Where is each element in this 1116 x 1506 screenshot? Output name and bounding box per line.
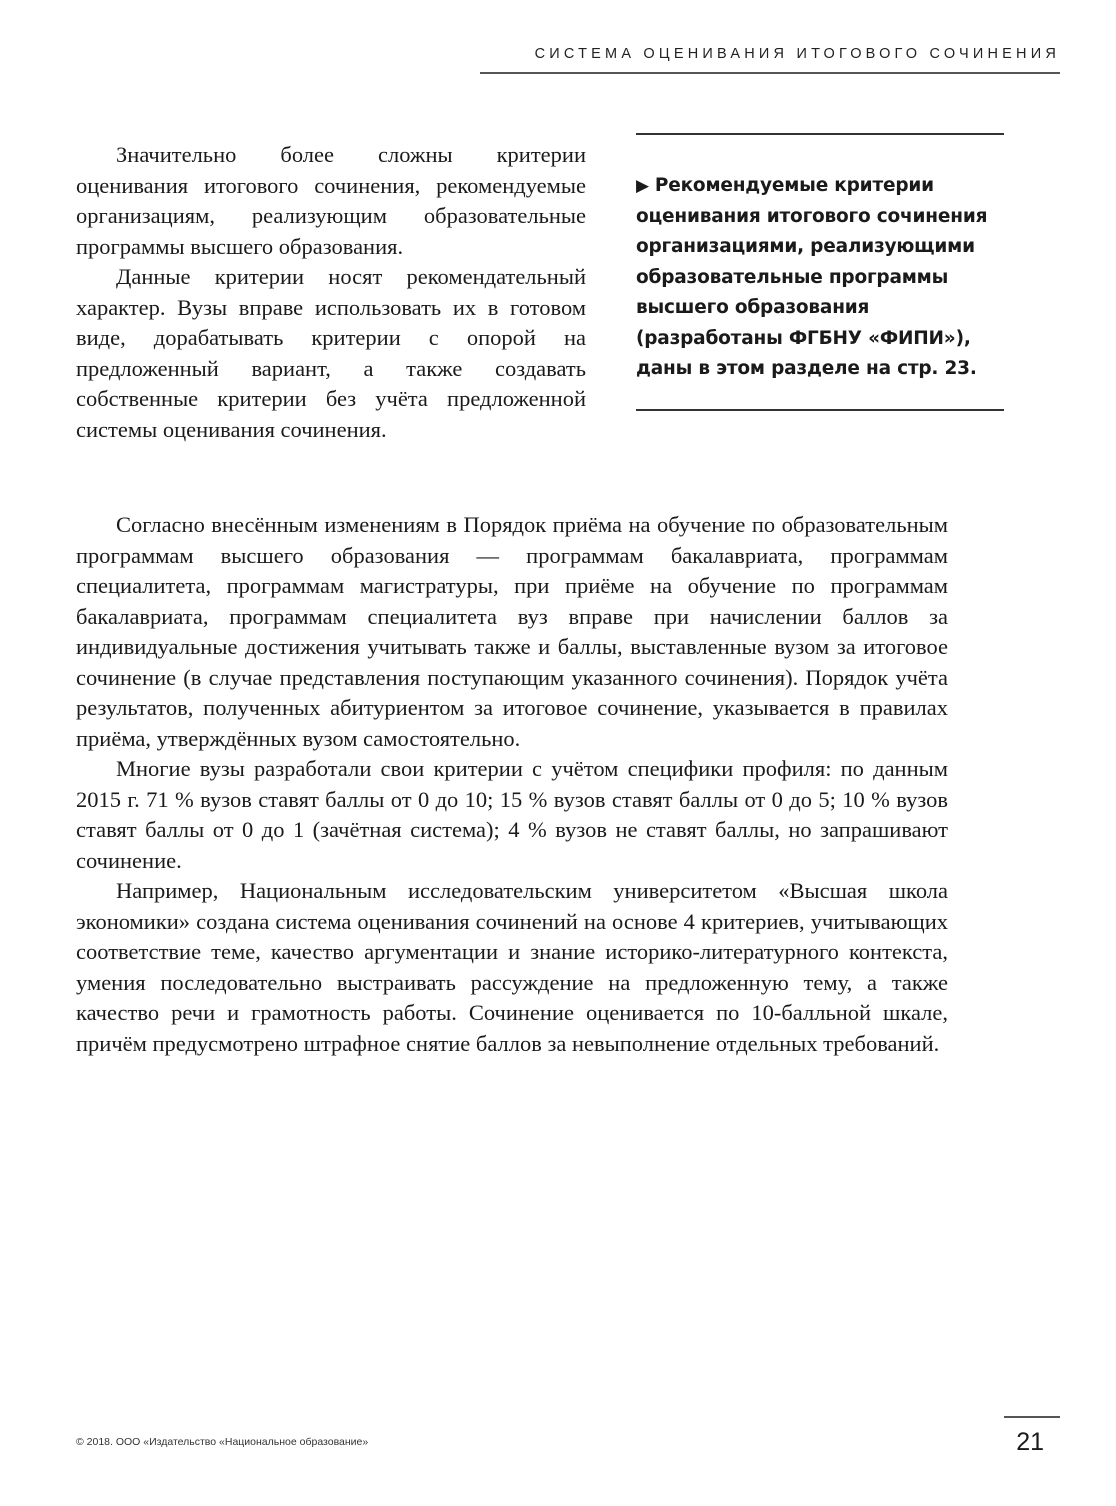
sidebar-note-text: Рекомендуемые критерии оценивания итогового сочинения организациями, реализующими образовательные программы высшего образования (разработаны ФГБНУ «ФИПИ»), даны в этом разделе на стр. 23.: [636, 175, 988, 379]
paragraph-5: Например, Национальным исследовательским университетом «Высшая школа экономики» создана система оценивания сочинений на основе 4 критериев, учитывающих соответствие теме, качество аргументации и знание историко-литературного контекста, умения последовательно выстраивать рассуждение на предложенную тему, а также качество речи и грамотность работы. Сочинение оценивается по 10-балльной шкале, причём предусмотрено штрафное снятие баллов за невыполнение отдельных требований.: [76, 878, 948, 1056]
sidebar-bottom-rule: [636, 409, 1004, 411]
left-column: [76, 140, 586, 445]
page-number: 21: [1016, 1428, 1044, 1456]
paragraph-4: Многие вузы разработали свои критерии с учётом специфики профиля: по данным 2015 г. 71 % вузов ставят баллы от 0 до 10; 15 % вузов ставят баллы от 0 до 5; 10 % вузов ставят баллы от 0 до 1 (зачётная система); 4 % вузов не ставят баллы, но запрашивают сочинение.: [76, 756, 948, 873]
paragraph-3: Согласно внесённым изменениям в Порядок приёма на обучение по образовательным программам высшего образования — программам бакалавриата, программам специалитета, программам магистратуры, при приёме на обучение по программам бакалавриата, программам специалитета вуз вправе при начислении баллов за индивидуальные достижения учитывать также и баллы, выставленные вузом за итоговое сочинение (в случае представления поступающим указанного сочинения). Порядок учёта результатов, полученных абитуриентом за итоговое сочинение, указывается в правилах приёма, утверждённых вузом самостоятельно.: [76, 512, 948, 751]
main-text: [76, 510, 948, 1059]
paragraph-1: Значительно более сложны критерии оценивания итогового сочинения, рекомендуемые организациям, реализующим образовательные программы высшего образования.: [76, 142, 586, 259]
footer-copyright: © 2018. ООО «Издательство «Национальное образование»: [76, 1436, 369, 1448]
sidebar-top-rule: [636, 133, 1004, 135]
page-number-rule: [1004, 1416, 1060, 1418]
paragraph-2: Данные критерии носят рекомендательный характер. Вузы вправе использовать их в готовом виде, дорабатывать критерии с опорой на предложенный вариант, а также создавать собственные критерии без учёта предложенной системы оценивания сочинения.: [76, 264, 586, 442]
running-header-title: СИСТЕМА ОЦЕНИВАНИЯ ИТОГОВОГО СОЧИНЕНИЯ: [534, 46, 1060, 62]
triangle-arrow-icon: ▶: [636, 176, 649, 196]
sidebar-note: [636, 171, 1004, 385]
running-header: [480, 46, 1060, 74]
sidebar-note-box: [636, 133, 1004, 411]
